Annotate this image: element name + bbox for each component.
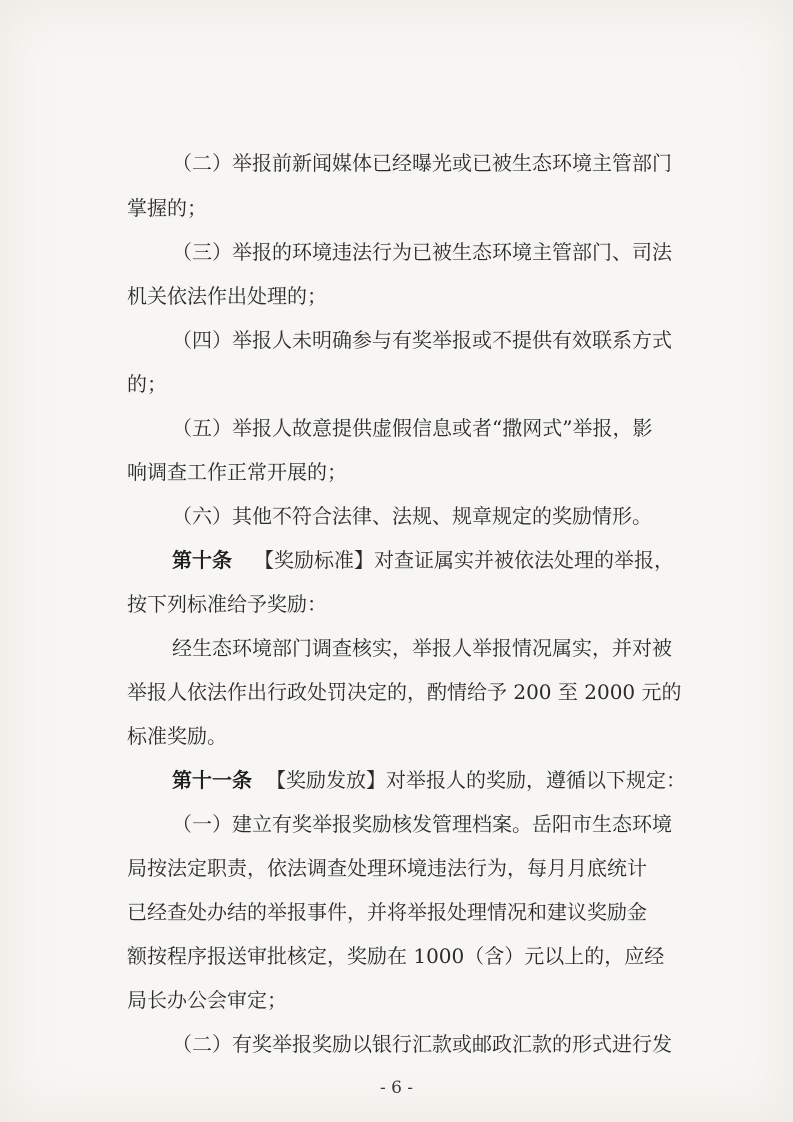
paragraph-line: （五）举报人故意提供虚假信息或者“撒网式”举报，影 [172,416,653,440]
paragraph-line: 标准奖励。 [127,724,227,748]
paragraph-line: （二）举报前新闻媒体已经曝光或已被生态环境主管部门 [172,151,672,175]
paragraph-line: 举报人依法作出行政处罚决定的，酌情给予 200 至 2000 元的 [127,680,682,704]
article-heading: 第十条 [172,548,232,572]
article-line [0,765,793,795]
article-line [0,545,793,575]
paragraph-line: 已经查处办结的举报事件，并将举报处理情况和建议奖励金 [127,900,647,924]
article-text: 【奖励标准】对查证属实并被依法处理的举报， [254,548,674,572]
paragraph-line: 响调查工作正常开展的； [127,460,347,484]
paragraph-line: （二）有奖举报奖励以银行汇款或邮政汇款的形式进行发 [172,1032,672,1056]
paragraph-line: （三）举报的环境违法行为已被生态环境主管部门、司法 [172,240,672,264]
paragraph-line: 经生态环境部门调查核实，举报人举报情况属实，并对被 [172,636,672,660]
article-heading: 第十一条 [172,768,252,792]
paragraph-line: 局按法定职责，依法调查处理环境违法行为，每月月底统计 [127,856,647,880]
paragraph-line: 机关依法作出处理的； [127,284,327,308]
paragraph-line: （六）其他不符合法律、法规、规章规定的奖励情形。 [172,504,652,528]
paragraph-line: 按下列标准给予奖励： [127,592,327,616]
paragraph-line: 掌握的； [127,196,207,220]
paragraph-line: 局长办公会审定； [127,988,287,1012]
paragraph-line: （四）举报人未明确参与有奖举报或不提供有效联系方式 [172,328,672,352]
paragraph-line: （一）建立有奖举报奖励核发管理档案。岳阳市生态环境 [172,812,672,836]
page-number: - 6 - [379,1078,414,1098]
paragraph-line: 额按程序报送审批核定，奖励在 1000（含）元以上的，应经 [127,944,665,968]
paragraph-line: 的； [127,372,167,396]
article-text: 【奖励发放】对举报人的奖励，遵循以下规定： [266,768,686,792]
